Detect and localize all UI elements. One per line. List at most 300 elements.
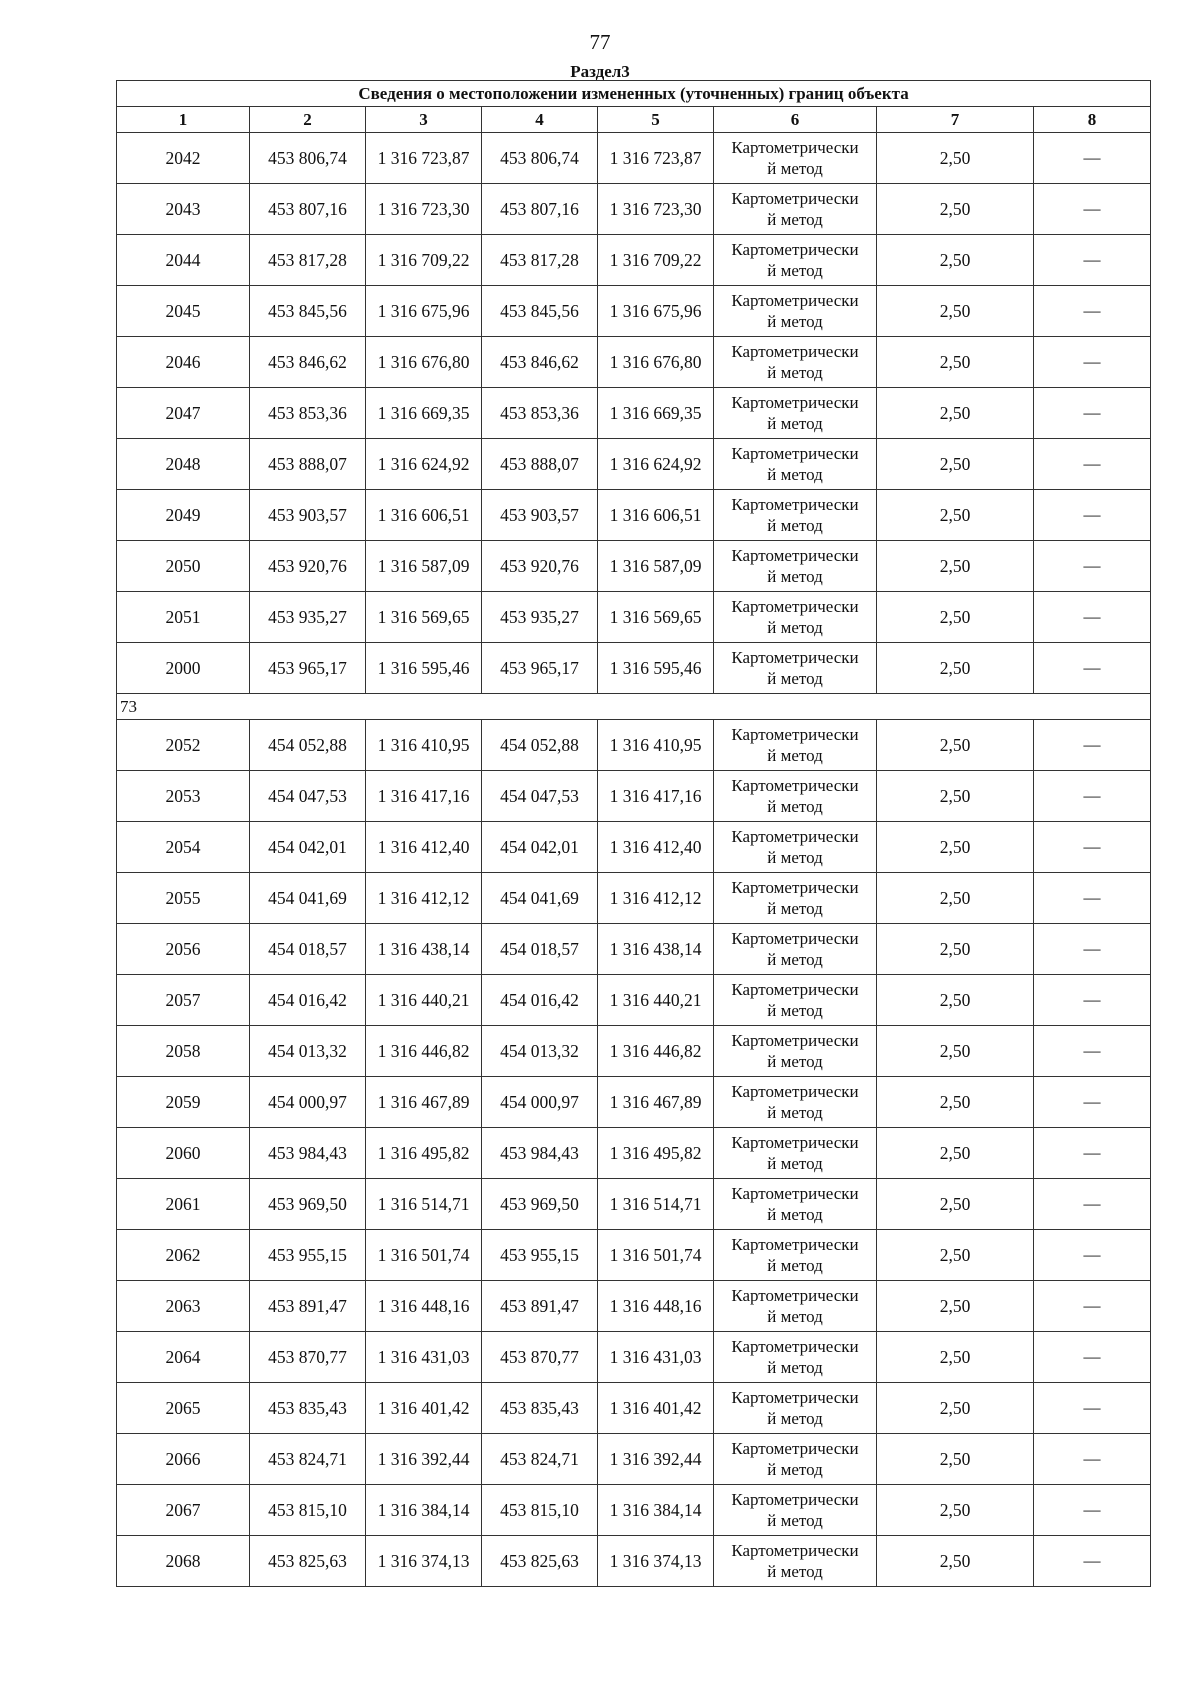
accuracy-cell: 2,50 <box>877 643 1034 694</box>
table-row <box>117 337 1151 388</box>
method-text-line2: й метод <box>767 1052 823 1071</box>
method-cell <box>714 873 877 924</box>
point-id-cell: 2045 <box>117 286 250 337</box>
y-coordinate-cell: 1 316 392,44 <box>366 1434 482 1485</box>
method-cell <box>714 720 877 771</box>
method-text-line1: Картометрически <box>731 980 859 999</box>
method-text-line2: й метод <box>767 567 823 586</box>
y-coordinate-refined-cell: 1 316 448,16 <box>598 1281 714 1332</box>
method-cell <box>714 643 877 694</box>
point-id-cell: 2049 <box>117 490 250 541</box>
y-coordinate-refined-cell: 1 316 495,82 <box>598 1128 714 1179</box>
x-coordinate-refined-cell: 453 955,15 <box>482 1230 598 1281</box>
y-coordinate-cell: 1 316 723,87 <box>366 133 482 184</box>
point-id-cell: 2047 <box>117 388 250 439</box>
method-text-line1: Картометрически <box>731 827 859 846</box>
y-coordinate-cell: 1 316 595,46 <box>366 643 482 694</box>
x-coordinate-cell: 453 920,76 <box>250 541 366 592</box>
accuracy-cell: 2,50 <box>877 1128 1034 1179</box>
x-coordinate-cell: 453 824,71 <box>250 1434 366 1485</box>
point-id-cell: 2000 <box>117 643 250 694</box>
y-coordinate-cell: 1 316 495,82 <box>366 1128 482 1179</box>
column-number: 5 <box>598 107 714 133</box>
x-coordinate-refined-cell: 454 042,01 <box>482 822 598 873</box>
method-text-line2: й метод <box>767 746 823 765</box>
description-cell: — <box>1034 975 1151 1026</box>
x-coordinate-cell: 453 825,63 <box>250 1536 366 1587</box>
y-coordinate-refined-cell: 1 316 676,80 <box>598 337 714 388</box>
method-cell <box>714 1434 877 1485</box>
point-id-cell: 2064 <box>117 1332 250 1383</box>
method-text-line2: й метод <box>767 1154 823 1173</box>
table-row <box>117 1383 1151 1434</box>
method-text-line1: Картометрически <box>731 138 859 157</box>
description-cell: — <box>1034 771 1151 822</box>
table-row <box>117 1332 1151 1383</box>
method-cell <box>714 337 877 388</box>
accuracy-cell: 2,50 <box>877 924 1034 975</box>
description-cell: — <box>1034 1485 1151 1536</box>
table-row <box>117 771 1151 822</box>
y-coordinate-refined-cell: 1 316 723,87 <box>598 133 714 184</box>
table-row <box>117 822 1151 873</box>
x-coordinate-refined-cell: 453 903,57 <box>482 490 598 541</box>
point-id-cell: 2052 <box>117 720 250 771</box>
point-id-cell: 2066 <box>117 1434 250 1485</box>
point-id-cell: 2055 <box>117 873 250 924</box>
point-id-cell: 2044 <box>117 235 250 286</box>
accuracy-cell: 2,50 <box>877 873 1034 924</box>
point-id-cell: 2059 <box>117 1077 250 1128</box>
x-coordinate-refined-cell: 453 965,17 <box>482 643 598 694</box>
table-row <box>117 1077 1151 1128</box>
accuracy-cell: 2,50 <box>877 1026 1034 1077</box>
description-cell: — <box>1034 924 1151 975</box>
y-coordinate-cell: 1 316 587,09 <box>366 541 482 592</box>
description-cell: — <box>1034 133 1151 184</box>
description-cell: — <box>1034 490 1151 541</box>
accuracy-cell: 2,50 <box>877 1332 1034 1383</box>
method-cell <box>714 490 877 541</box>
x-coordinate-refined-cell: 453 807,16 <box>482 184 598 235</box>
y-coordinate-cell: 1 316 624,92 <box>366 439 482 490</box>
method-text-line1: Картометрически <box>731 1337 859 1356</box>
point-id-cell: 2062 <box>117 1230 250 1281</box>
accuracy-cell: 2,50 <box>877 720 1034 771</box>
x-coordinate-cell: 453 870,77 <box>250 1332 366 1383</box>
description-cell: — <box>1034 1383 1151 1434</box>
method-text-line1: Картометрически <box>731 240 859 259</box>
accuracy-cell: 2,50 <box>877 1230 1034 1281</box>
y-coordinate-cell: 1 316 410,95 <box>366 720 482 771</box>
method-text-line1: Картометрически <box>731 776 859 795</box>
x-coordinate-refined-cell: 453 984,43 <box>482 1128 598 1179</box>
column-number: 4 <box>482 107 598 133</box>
method-cell <box>714 1383 877 1434</box>
accuracy-cell: 2,50 <box>877 388 1034 439</box>
y-coordinate-refined-cell: 1 316 624,92 <box>598 439 714 490</box>
table-row <box>117 1128 1151 1179</box>
y-coordinate-cell: 1 316 448,16 <box>366 1281 482 1332</box>
method-text-line2: й метод <box>767 1001 823 1020</box>
method-text-line2: й метод <box>767 669 823 688</box>
table-row <box>117 541 1151 592</box>
y-coordinate-cell: 1 316 384,14 <box>366 1485 482 1536</box>
x-coordinate-refined-cell: 454 018,57 <box>482 924 598 975</box>
description-cell: — <box>1034 235 1151 286</box>
method-text-line2: й метод <box>767 797 823 816</box>
method-text-line2: й метод <box>767 848 823 867</box>
x-coordinate-cell: 453 965,17 <box>250 643 366 694</box>
table-body <box>117 133 1151 1587</box>
x-coordinate-refined-cell: 453 920,76 <box>482 541 598 592</box>
description-cell: — <box>1034 1026 1151 1077</box>
y-coordinate-cell: 1 316 431,03 <box>366 1332 482 1383</box>
method-text-line1: Картометрически <box>731 291 859 310</box>
method-cell <box>714 1230 877 1281</box>
accuracy-cell: 2,50 <box>877 184 1034 235</box>
table-row <box>117 592 1151 643</box>
y-coordinate-cell: 1 316 438,14 <box>366 924 482 975</box>
x-coordinate-cell: 453 807,16 <box>250 184 366 235</box>
x-coordinate-cell: 453 935,27 <box>250 592 366 643</box>
x-coordinate-cell: 453 846,62 <box>250 337 366 388</box>
y-coordinate-refined-cell: 1 316 606,51 <box>598 490 714 541</box>
method-cell <box>714 133 877 184</box>
y-coordinate-cell: 1 316 440,21 <box>366 975 482 1026</box>
point-id-cell: 2053 <box>117 771 250 822</box>
section-title: Раздел3 <box>570 62 630 81</box>
x-coordinate-cell: 454 041,69 <box>250 873 366 924</box>
accuracy-cell: 2,50 <box>877 771 1034 822</box>
column-number-row <box>117 107 1151 133</box>
method-cell <box>714 286 877 337</box>
method-text-line1: Картометрически <box>731 1439 859 1458</box>
method-cell <box>714 1281 877 1332</box>
y-coordinate-cell: 1 316 569,65 <box>366 592 482 643</box>
method-text-line1: Картометрически <box>731 1031 859 1050</box>
method-text-line1: Картометрически <box>731 444 859 463</box>
y-coordinate-cell: 1 316 669,35 <box>366 388 482 439</box>
y-coordinate-cell: 1 316 417,16 <box>366 771 482 822</box>
y-coordinate-cell: 1 316 709,22 <box>366 235 482 286</box>
method-text-line1: Картометрически <box>731 1388 859 1407</box>
method-cell <box>714 975 877 1026</box>
y-coordinate-refined-cell: 1 316 384,14 <box>598 1485 714 1536</box>
accuracy-cell: 2,50 <box>877 286 1034 337</box>
method-text-line2: й метод <box>767 363 823 382</box>
method-text-line1: Картометрически <box>731 189 859 208</box>
accuracy-cell: 2,50 <box>877 822 1034 873</box>
x-coordinate-cell: 454 016,42 <box>250 975 366 1026</box>
method-text-line2: й метод <box>767 1409 823 1428</box>
description-cell: — <box>1034 1332 1151 1383</box>
method-text-line2: й метод <box>767 950 823 969</box>
method-cell <box>714 592 877 643</box>
table-row <box>117 1281 1151 1332</box>
y-coordinate-cell: 1 316 675,96 <box>366 286 482 337</box>
y-coordinate-refined-cell: 1 316 410,95 <box>598 720 714 771</box>
y-coordinate-refined-cell: 1 316 467,89 <box>598 1077 714 1128</box>
table-row <box>117 924 1151 975</box>
description-cell: — <box>1034 643 1151 694</box>
y-coordinate-refined-cell: 1 316 587,09 <box>598 541 714 592</box>
group-label: 73 <box>117 694 1151 720</box>
method-text-line2: й метод <box>767 210 823 229</box>
x-coordinate-cell: 454 013,32 <box>250 1026 366 1077</box>
y-coordinate-refined-cell: 1 316 401,42 <box>598 1383 714 1434</box>
table-row <box>117 490 1151 541</box>
x-coordinate-refined-cell: 453 888,07 <box>482 439 598 490</box>
description-cell: — <box>1034 1281 1151 1332</box>
x-coordinate-refined-cell: 453 935,27 <box>482 592 598 643</box>
method-text-line1: Картометрически <box>731 1286 859 1305</box>
method-text-line1: Картометрически <box>731 1490 859 1509</box>
method-text-line2: й метод <box>767 465 823 484</box>
description-cell: — <box>1034 1179 1151 1230</box>
table-row <box>117 873 1151 924</box>
method-cell <box>714 924 877 975</box>
x-coordinate-cell: 453 835,43 <box>250 1383 366 1434</box>
table-row <box>117 643 1151 694</box>
x-coordinate-refined-cell: 453 853,36 <box>482 388 598 439</box>
method-cell <box>714 1128 877 1179</box>
method-text-line2: й метод <box>767 899 823 918</box>
y-coordinate-cell: 1 316 606,51 <box>366 490 482 541</box>
method-text-line1: Картометрически <box>731 1235 859 1254</box>
method-text-line2: й метод <box>767 1256 823 1275</box>
table-row <box>117 975 1151 1026</box>
x-coordinate-cell: 453 969,50 <box>250 1179 366 1230</box>
table-row <box>117 1485 1151 1536</box>
method-text-line1: Картометрически <box>731 929 859 948</box>
method-text-line1: Картометрически <box>731 1541 859 1560</box>
point-id-cell: 2061 <box>117 1179 250 1230</box>
x-coordinate-refined-cell: 453 806,74 <box>482 133 598 184</box>
method-cell <box>714 235 877 286</box>
description-cell: — <box>1034 1434 1151 1485</box>
table-row <box>117 184 1151 235</box>
point-id-cell: 2042 <box>117 133 250 184</box>
point-id-cell: 2068 <box>117 1536 250 1587</box>
y-coordinate-cell: 1 316 401,42 <box>366 1383 482 1434</box>
point-id-cell: 2060 <box>117 1128 250 1179</box>
y-coordinate-cell: 1 316 723,30 <box>366 184 482 235</box>
y-coordinate-refined-cell: 1 316 514,71 <box>598 1179 714 1230</box>
method-cell <box>714 541 877 592</box>
y-coordinate-refined-cell: 1 316 669,35 <box>598 388 714 439</box>
x-coordinate-cell: 453 984,43 <box>250 1128 366 1179</box>
x-coordinate-cell: 453 845,56 <box>250 286 366 337</box>
column-number: 3 <box>366 107 482 133</box>
x-coordinate-refined-cell: 454 041,69 <box>482 873 598 924</box>
y-coordinate-cell: 1 316 446,82 <box>366 1026 482 1077</box>
point-id-cell: 2046 <box>117 337 250 388</box>
accuracy-cell: 2,50 <box>877 592 1034 643</box>
accuracy-cell: 2,50 <box>877 1536 1034 1587</box>
method-text-line1: Картометрически <box>731 725 859 744</box>
method-text-line2: й метод <box>767 516 823 535</box>
y-coordinate-cell: 1 316 467,89 <box>366 1077 482 1128</box>
method-text-line2: й метод <box>767 1460 823 1479</box>
y-coordinate-refined-cell: 1 316 569,65 <box>598 592 714 643</box>
description-cell: — <box>1034 388 1151 439</box>
method-text-line1: Картометрически <box>731 878 859 897</box>
method-text-line2: й метод <box>767 312 823 331</box>
method-cell <box>714 1536 877 1587</box>
x-coordinate-refined-cell: 453 824,71 <box>482 1434 598 1485</box>
method-text-line1: Картометрически <box>731 393 859 412</box>
table-row <box>117 133 1151 184</box>
method-text-line1: Картометрически <box>731 1133 859 1152</box>
method-text-line1: Картометрически <box>731 342 859 361</box>
point-id-cell: 2051 <box>117 592 250 643</box>
x-coordinate-refined-cell: 453 825,63 <box>482 1536 598 1587</box>
table-row <box>117 286 1151 337</box>
y-coordinate-cell: 1 316 412,40 <box>366 822 482 873</box>
y-coordinate-refined-cell: 1 316 392,44 <box>598 1434 714 1485</box>
accuracy-cell: 2,50 <box>877 1281 1034 1332</box>
method-cell <box>714 1077 877 1128</box>
accuracy-cell: 2,50 <box>877 1485 1034 1536</box>
method-text-line2: й метод <box>767 1103 823 1122</box>
accuracy-cell: 2,50 <box>877 541 1034 592</box>
method-cell <box>714 439 877 490</box>
accuracy-cell: 2,50 <box>877 1077 1034 1128</box>
x-coordinate-refined-cell: 454 047,53 <box>482 771 598 822</box>
x-coordinate-refined-cell: 454 016,42 <box>482 975 598 1026</box>
table-row <box>117 1026 1151 1077</box>
x-coordinate-refined-cell: 454 052,88 <box>482 720 598 771</box>
y-coordinate-refined-cell: 1 316 431,03 <box>598 1332 714 1383</box>
accuracy-cell: 2,50 <box>877 490 1034 541</box>
description-cell: — <box>1034 1536 1151 1587</box>
table-row <box>117 1536 1151 1587</box>
y-coordinate-refined-cell: 1 316 412,12 <box>598 873 714 924</box>
description-cell: — <box>1034 439 1151 490</box>
x-coordinate-cell: 453 891,47 <box>250 1281 366 1332</box>
table-row <box>117 1230 1151 1281</box>
accuracy-cell: 2,50 <box>877 439 1034 490</box>
y-coordinate-refined-cell: 1 316 675,96 <box>598 286 714 337</box>
x-coordinate-cell: 454 018,57 <box>250 924 366 975</box>
description-cell: — <box>1034 720 1151 771</box>
x-coordinate-cell: 453 806,74 <box>250 133 366 184</box>
description-cell: — <box>1034 184 1151 235</box>
method-text-line1: Картометрически <box>731 648 859 667</box>
y-coordinate-refined-cell: 1 316 440,21 <box>598 975 714 1026</box>
method-cell <box>714 1179 877 1230</box>
column-number: 2 <box>250 107 366 133</box>
x-coordinate-refined-cell: 453 969,50 <box>482 1179 598 1230</box>
description-cell: — <box>1034 1230 1151 1281</box>
table-row <box>117 439 1151 490</box>
description-cell: — <box>1034 1128 1151 1179</box>
accuracy-cell: 2,50 <box>877 235 1034 286</box>
page-number: 77 <box>589 30 611 54</box>
point-id-cell: 2065 <box>117 1383 250 1434</box>
method-text-line1: Картометрически <box>731 546 859 565</box>
description-cell: — <box>1034 1077 1151 1128</box>
y-coordinate-cell: 1 316 501,74 <box>366 1230 482 1281</box>
method-text-line2: й метод <box>767 261 823 280</box>
y-coordinate-refined-cell: 1 316 417,16 <box>598 771 714 822</box>
method-cell <box>714 771 877 822</box>
x-coordinate-cell: 453 888,07 <box>250 439 366 490</box>
x-coordinate-refined-cell: 453 891,47 <box>482 1281 598 1332</box>
x-coordinate-cell: 454 052,88 <box>250 720 366 771</box>
method-cell <box>714 388 877 439</box>
method-text-line1: Картометрически <box>731 495 859 514</box>
accuracy-cell: 2,50 <box>877 975 1034 1026</box>
method-text-line2: й метод <box>767 618 823 637</box>
point-id-cell: 2058 <box>117 1026 250 1077</box>
accuracy-cell: 2,50 <box>877 337 1034 388</box>
method-text-line2: й метод <box>767 1562 823 1581</box>
column-number: 6 <box>714 107 877 133</box>
y-coordinate-refined-cell: 1 316 446,82 <box>598 1026 714 1077</box>
table-row <box>117 388 1151 439</box>
table-caption: Сведения о местоположении измененных (уточненных) границ объекта <box>117 81 1151 107</box>
method-cell <box>714 1332 877 1383</box>
x-coordinate-refined-cell: 453 846,62 <box>482 337 598 388</box>
table-caption-row <box>117 81 1151 107</box>
method-text-line1: Картометрически <box>731 1082 859 1101</box>
method-text-line1: Картометрически <box>731 597 859 616</box>
x-coordinate-cell: 454 042,01 <box>250 822 366 873</box>
method-text-line2: й метод <box>767 159 823 178</box>
x-coordinate-cell: 453 955,15 <box>250 1230 366 1281</box>
column-number: 8 <box>1034 107 1151 133</box>
point-id-cell: 2063 <box>117 1281 250 1332</box>
method-cell <box>714 822 877 873</box>
x-coordinate-cell: 453 817,28 <box>250 235 366 286</box>
method-cell <box>714 184 877 235</box>
x-coordinate-refined-cell: 453 835,43 <box>482 1383 598 1434</box>
table-row <box>117 1434 1151 1485</box>
y-coordinate-cell: 1 316 374,13 <box>366 1536 482 1587</box>
description-cell: — <box>1034 286 1151 337</box>
description-cell: — <box>1034 337 1151 388</box>
table-row <box>117 235 1151 286</box>
point-id-cell: 2057 <box>117 975 250 1026</box>
y-coordinate-refined-cell: 1 316 438,14 <box>598 924 714 975</box>
description-cell: — <box>1034 592 1151 643</box>
x-coordinate-cell: 453 903,57 <box>250 490 366 541</box>
y-coordinate-refined-cell: 1 316 412,40 <box>598 822 714 873</box>
coordinates-table <box>116 80 1151 1587</box>
table-row <box>117 720 1151 771</box>
column-number: 1 <box>117 107 250 133</box>
y-coordinate-cell: 1 316 412,12 <box>366 873 482 924</box>
x-coordinate-refined-cell: 453 870,77 <box>482 1332 598 1383</box>
point-id-cell: 2054 <box>117 822 250 873</box>
point-id-cell: 2048 <box>117 439 250 490</box>
y-coordinate-refined-cell: 1 316 709,22 <box>598 235 714 286</box>
accuracy-cell: 2,50 <box>877 1383 1034 1434</box>
method-text-line2: й метод <box>767 414 823 433</box>
description-cell: — <box>1034 873 1151 924</box>
method-text-line1: Картометрически <box>731 1184 859 1203</box>
point-id-cell: 2056 <box>117 924 250 975</box>
x-coordinate-refined-cell: 453 817,28 <box>482 235 598 286</box>
point-id-cell: 2050 <box>117 541 250 592</box>
x-coordinate-refined-cell: 453 815,10 <box>482 1485 598 1536</box>
point-id-cell: 2043 <box>117 184 250 235</box>
x-coordinate-cell: 453 853,36 <box>250 388 366 439</box>
method-text-line2: й метод <box>767 1511 823 1530</box>
description-cell: — <box>1034 541 1151 592</box>
